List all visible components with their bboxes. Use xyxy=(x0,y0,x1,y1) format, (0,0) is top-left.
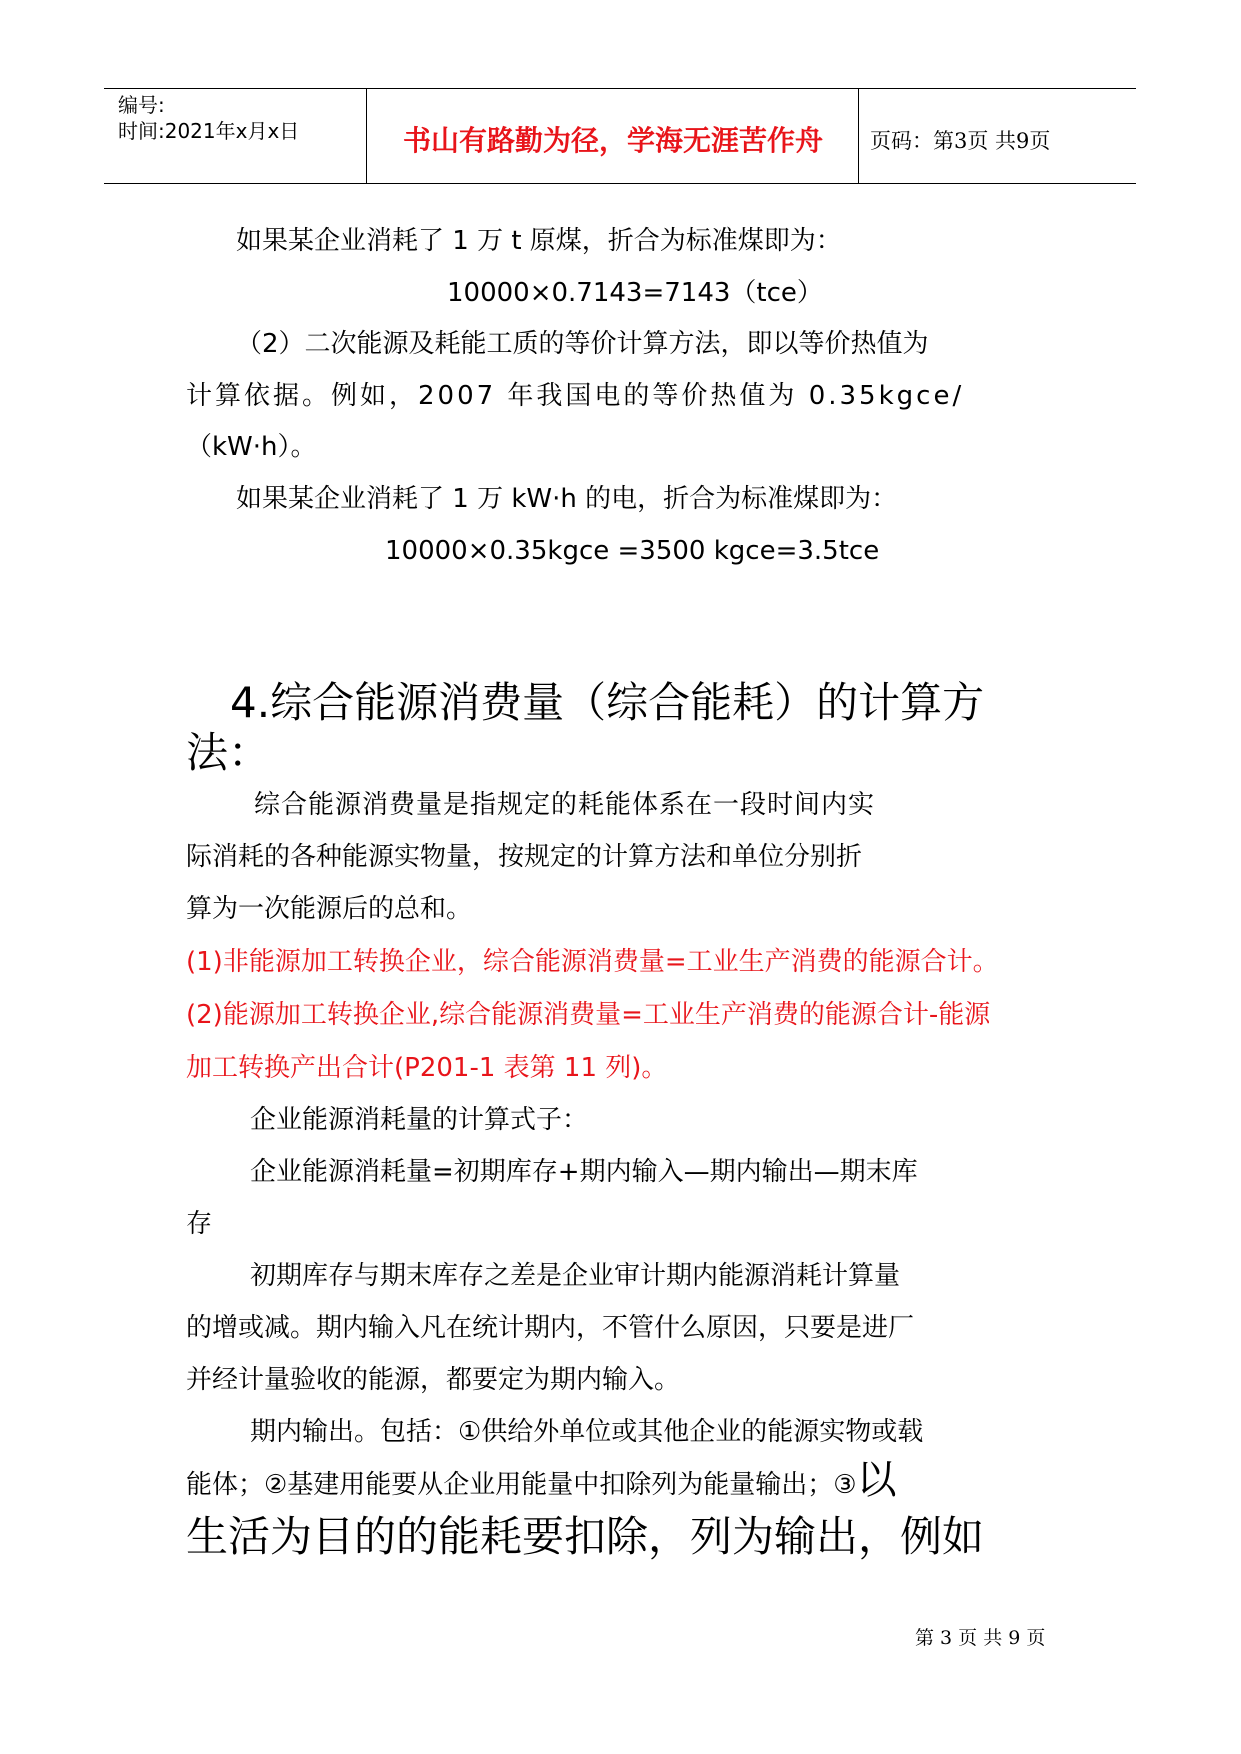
header-motto: 书山有路勤为径，学海无涯苦作舟 xyxy=(402,124,823,157)
page-header xyxy=(104,88,1136,184)
text-line: 如果某企业消耗了 1 万 t 原煤，折合为标准煤即为： xyxy=(236,226,842,256)
text-line xyxy=(186,1457,897,1503)
text-segment-large: 以 xyxy=(856,1457,897,1503)
text-line: 企业能源消耗量=初期库存+期内输入—期内输出—期末库 xyxy=(250,1157,918,1187)
formula-line: 10000×0.35kgce =3500 kgce=3.5tce xyxy=(385,536,880,566)
text-line: （2）二次能源及耗能工质的等价计算方法，即以等价热值为 xyxy=(236,329,929,359)
text-segment: 能体；②基建用能要从企业用能量中扣除列为能量输出；③ xyxy=(186,1470,857,1500)
section-heading: 4.综合能源消费量（综合能耗）的计算方 xyxy=(230,678,985,727)
formula-line: 10000×0.7143=7143（tce） xyxy=(447,278,823,308)
header-divider xyxy=(858,89,859,183)
header-page-info: 页码：第3页 共9页 xyxy=(870,129,1051,153)
text-line: 存 xyxy=(186,1209,213,1239)
text-line: 的增或减。期内输入凡在统计期内，不管什么原因，只要是进厂 xyxy=(186,1313,915,1343)
text-line: （kW·h）。 xyxy=(186,432,317,462)
highlight-line: (1)非能源加工转换企业，综合能源消费量=工业生产消费的能源合计。 xyxy=(186,947,999,977)
text-line: 期内输出。包括：①供给外单位或其他企业的能源实物或载 xyxy=(250,1417,924,1447)
number-label: 编号: xyxy=(118,93,165,117)
text-line: 综合能源消费量是指规定的耗能体系在一段时间内实 xyxy=(254,790,876,820)
text-line: 计算依据。例如，2007 年我国电的等价热值为 0.35kgce/ xyxy=(186,381,965,411)
highlight-line: 加工转换产出合计(P201-1 表第 11 列)。 xyxy=(186,1053,668,1083)
text-line: 算为一次能源后的总和。 xyxy=(186,894,473,924)
header-id-block xyxy=(118,92,299,144)
large-text-line: 生活为目的的能耗要扣除，列为输出，例如 xyxy=(186,1512,985,1561)
section-heading: 法： xyxy=(186,728,271,777)
highlight-line: (2)能源加工转换企业,综合能源消费量=工业生产消费的能源合计-能源 xyxy=(186,1000,991,1030)
time-label: 时间:2021年x月x日 xyxy=(118,119,300,143)
text-line: 际消耗的各种能源实物量，按规定的计算方法和单位分别折 xyxy=(186,842,863,872)
text-line: 并经计量验收的能源，都要定为期内输入。 xyxy=(186,1365,681,1395)
header-divider xyxy=(366,89,367,183)
text-line: 企业能源消耗量的计算式子： xyxy=(250,1105,589,1135)
page-footer: 第 3 页 共 9 页 xyxy=(915,1627,1046,1649)
text-line: 初期库存与期末库存之差是企业审计期内能源消耗计算量 xyxy=(250,1261,901,1291)
text-line: 如果某企业消耗了 1 万 kW·h 的电，折合为标准煤即为： xyxy=(236,484,898,514)
